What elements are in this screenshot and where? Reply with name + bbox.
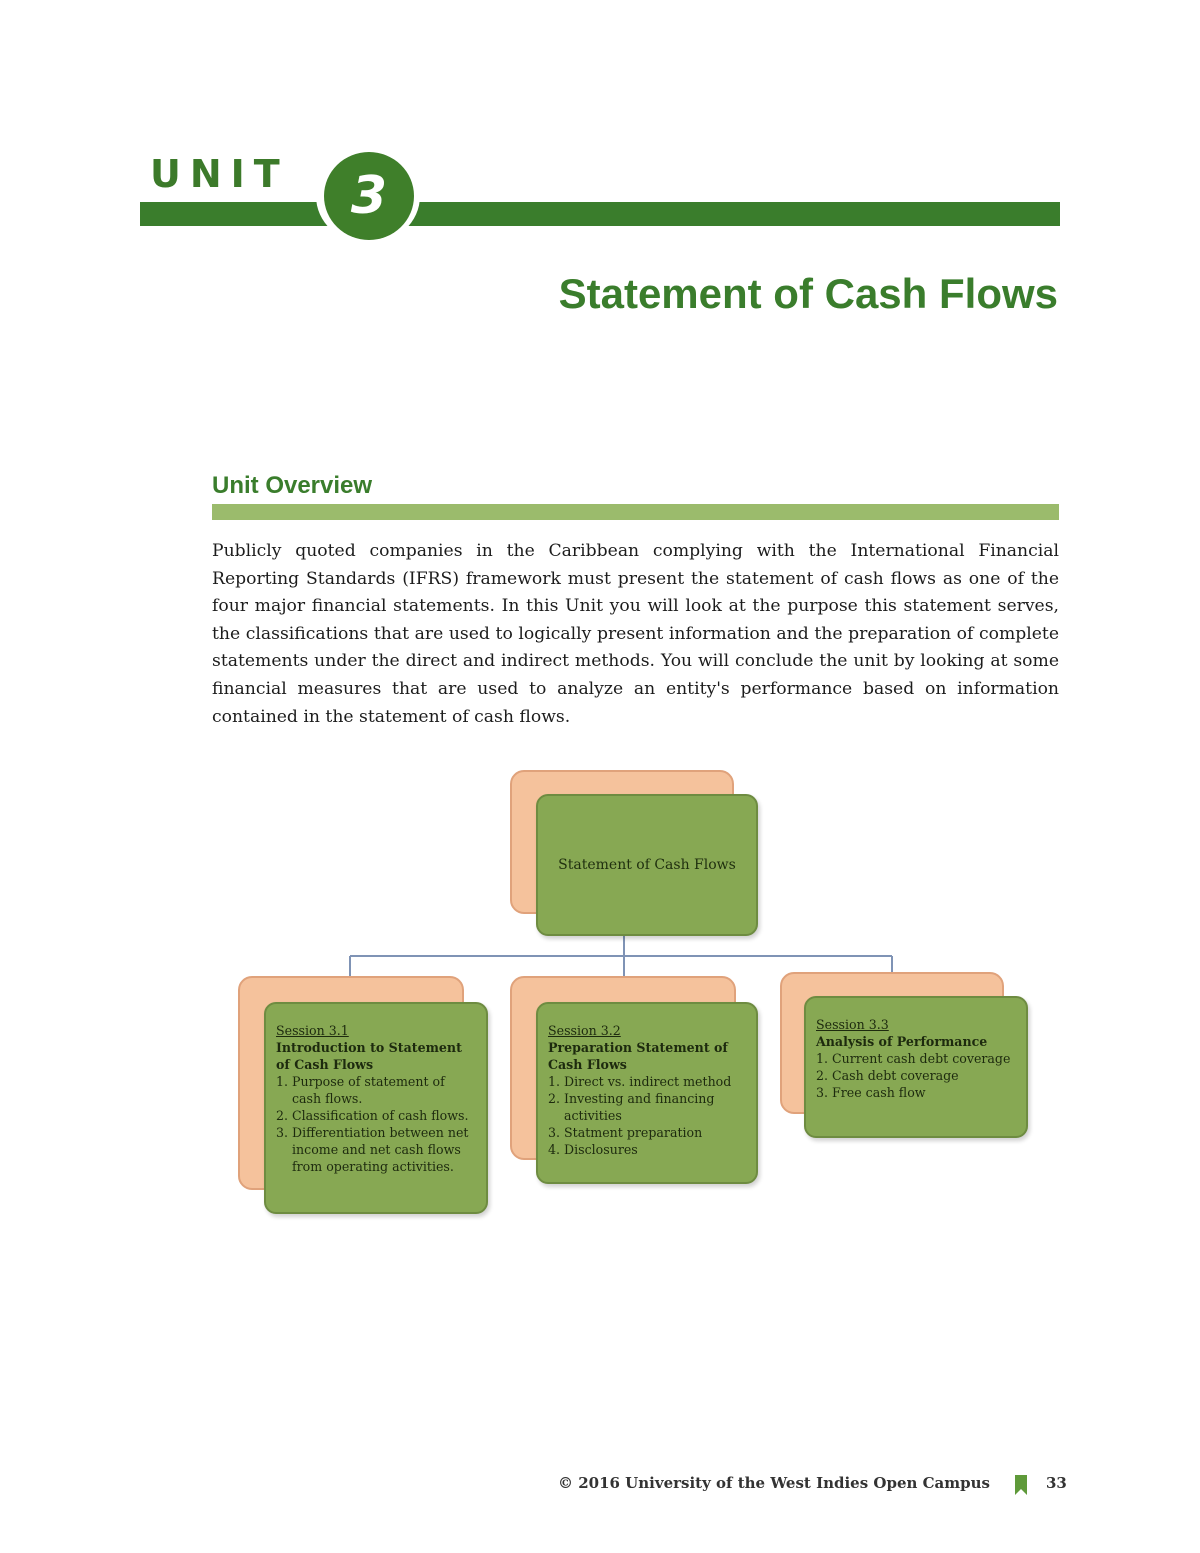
page-title: Statement of Cash Flows [558,270,1058,317]
session-item: 2. Cash debt coverage [832,1067,1016,1084]
session-item: 2. Classification of cash flows. [292,1107,476,1124]
overview-paragraph: Publicly quoted companies in the Caribbean complying with the International Financial Reporting Standards (IFRS) framework must present the statement of cash flows as one of the four major financial statements. In this Unit you will look at the purpose this statement serves, the classifications that are used to logically present information and the preparation of complete statements under the direct and indirect methods. You will conclude the unit by looking at some financial measures that are used to analyze an entity's performance based on information contained in the statement of cash flows. [212,541,1059,727]
session-item: 4. Disclosures [564,1141,746,1158]
session-title: Preparation Statement of Cash Flows [548,1040,728,1072]
bookmark-icon [1014,1474,1028,1496]
footer-copyright: © 2016 University of the West Indies Open Campus [557,1474,990,1492]
session-item: 3. Free cash flow [832,1084,1016,1101]
session-item: 3. Differentiation between net income and net cash flows from operating activities. [292,1124,476,1175]
session-item: 2. Investing and financing activities [564,1090,746,1124]
section-heading: Unit Overview [212,472,373,499]
session-box-1 [264,1002,488,1214]
section-rule [212,504,1059,520]
page-number: 33 [1046,1474,1067,1492]
session-item: 1. Purpose of statement of cash flows. [292,1073,476,1107]
session-box-3 [804,996,1028,1138]
session-item: 3. Statment preparation [564,1124,746,1141]
session-item: 1. Current cash debt coverage [832,1050,1016,1067]
session-label: Session 3.2 [548,1023,621,1038]
session-label: Session 3.3 [816,1017,889,1032]
session-title: Introduction to Statement of Cash Flows [276,1040,462,1072]
session-label: Session 3.1 [276,1023,349,1038]
session-diagram [214,766,1059,1216]
session-title: Analysis of Performance [816,1034,988,1049]
session-box-2 [536,1002,758,1184]
unit-header-bar [140,202,1060,226]
unit-label: UNIT [150,152,289,196]
unit-number-badge: 3 [324,152,414,240]
root-label: Statement of Cash Flows [558,857,736,873]
root-box [536,794,758,936]
session-item: 1. Direct vs. indirect method [564,1073,746,1090]
